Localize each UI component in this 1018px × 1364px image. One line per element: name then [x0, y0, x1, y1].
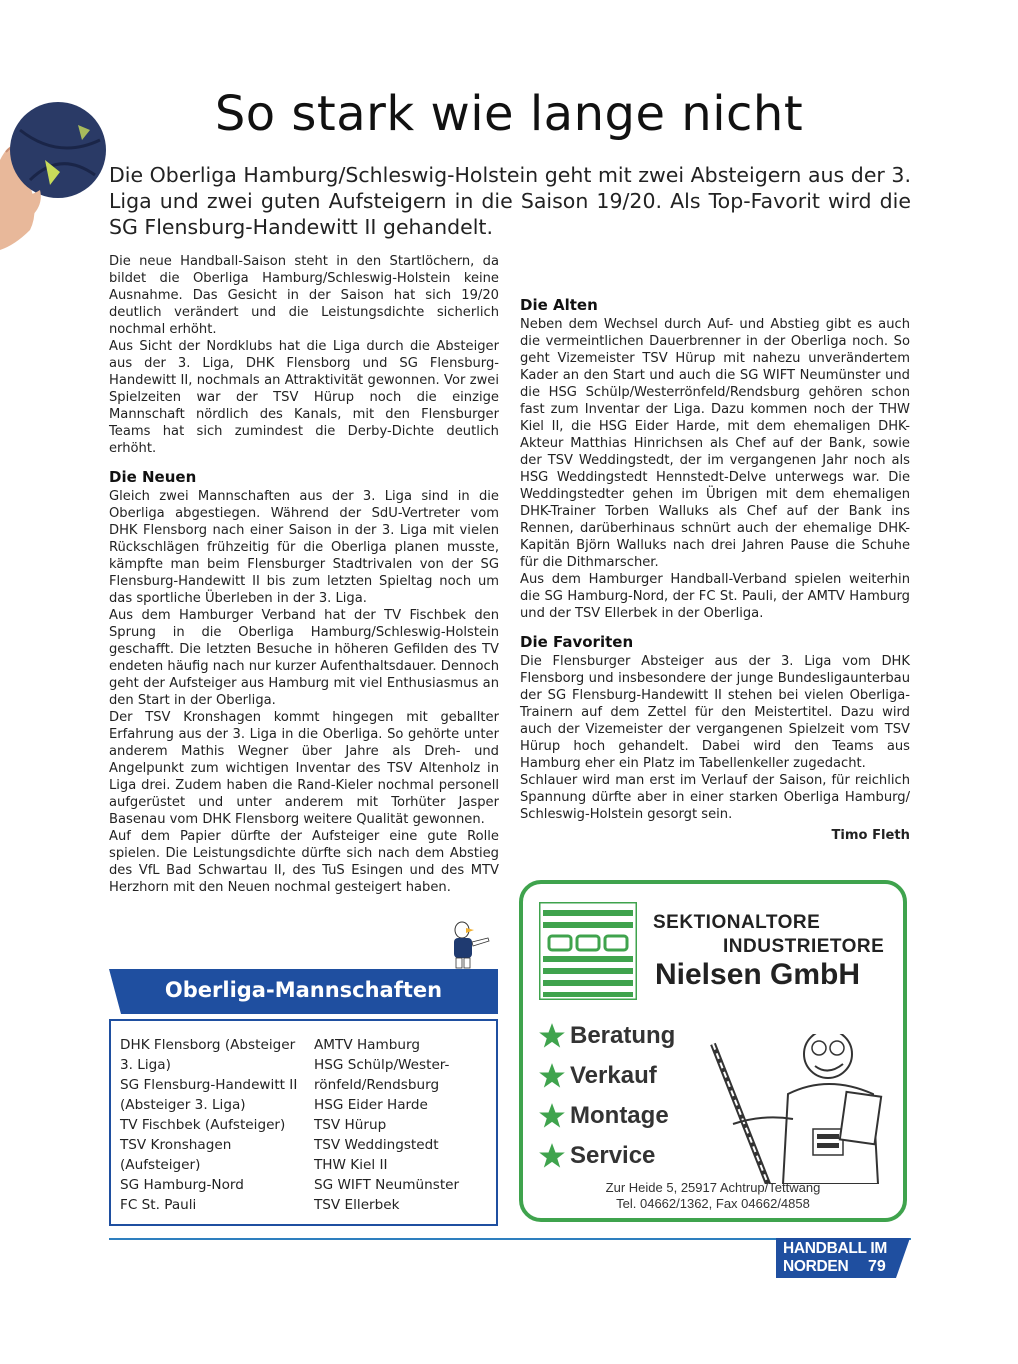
team-line: rönfeld/Rendsburg: [314, 1077, 440, 1093]
team-line: TSV Hürup: [314, 1117, 387, 1133]
article-column-right: [520, 253, 910, 844]
ad-services-list: [538, 1016, 675, 1176]
paragraph: Neben dem Wechsel durch Auf- und Abstieg gibt es auch die vermeintlichen Dauerbrenner in der Oberliga noch. So geht Vizemeister TSV Hürup mit nahezu unverändertem Kader an den Start und auch die SG WIFT Neumünster und die HSG Schülp/Westerrönfeld/Rendsburg gehören schon fast zum Inventar der Liga. Dazu kommen noch der THW Kiel II, die HSG Eider Harde, mit dem ehemaligen DHK-Akteur Matthias Hinrichsen als Chef auf der Bank, sowie der TSV Weddingstedt, der im vergangenen Jahr noch als HSG Weddingstedt Hennstedt-Delve unterwegs war. Die Weddingstedter gehen im Übrigen mit dem ehemaligen DHK-Trainer Torben Walluks als Chef auf der Bank ins Rennen, darüberhinaus schnürt auch der ehemalige DHK-Kapitän Björn Walluks nach drei Jahren Pause die Schuhe für die Dithmarscher.: [520, 317, 910, 570]
team-line: TV Fischbek (Aufsteiger): [120, 1117, 286, 1133]
ad-service-label: Service: [570, 1142, 656, 1169]
page-number: 79: [868, 1258, 886, 1275]
ad-company-name: Nielsen GmbH: [655, 958, 861, 991]
section-heading-alten: Die Alten: [520, 296, 598, 314]
teams-title: Oberliga-Mannschaften: [164, 978, 443, 1002]
ad-service-label: Verkauf: [570, 1062, 657, 1089]
team-line: THW Kiel II: [314, 1157, 388, 1173]
team-line: TSV Ellerbek: [314, 1197, 400, 1213]
paragraph: Aus dem Hamburger Verband hat der TV Fischbek den Sprung in die Oberliga Hamburg/Schleswig-Holstein geschafft. Die letzten Besuche in höheren Gefilden des TV endeten häufig nach nur kurzer Aufenthaltsdauer. Dennoch geht der Aufsteiger aus Hamburg mit viel Enthusiasmus an den Start in der Oberliga.: [109, 608, 499, 708]
team-line: SG Hamburg-Nord: [120, 1177, 244, 1193]
team-line: (Absteiger 3. Liga): [120, 1097, 246, 1113]
article-column-left: [109, 253, 499, 896]
paragraph: Aus dem Hamburger Handball-Verband spielen weiterhin die SG Hamburg-Nord, der FC St. Pauli, der AMTV Hamburg und der TSV Ellerbek in der Oberliga.: [520, 572, 910, 621]
paragraph: Gleich zwei Mannschaften aus der 3. Liga sind in die Oberliga abgestiegen. Während der SdU-Vertreter vom DHK Flensborg nach einer Saison in der 3. Liga mit vielen Rückschlägen frühzeitig für die Oberliga planen musste, kämpfte man beim Flensburger Stadtrivalen von der SG Flensburg-Handewitt II bis zum letzten Spieltag noch um das sportliche Überleben in der 3. Liga.: [109, 489, 499, 606]
teams-column-right: [314, 1035, 459, 1215]
star-icon: [538, 1062, 566, 1090]
team-line: TSV Kronshagen: [120, 1137, 232, 1153]
star-icon: [538, 1022, 566, 1050]
team-line: FC St. Pauli: [120, 1197, 197, 1213]
paragraph: Auf dem Papier dürfte der Aufsteiger eine gute Rolle spielen. Die Leistungsdichte dürfte sich nach dem Abstieg des VfL Bad Schwartau II, des TuS Esingen und des MTV Herzhorn mit den Neuen nochmal gesteigert haben.: [109, 829, 499, 895]
team-line: HSG Schülp/Wester-: [314, 1057, 450, 1073]
team-line: DHK Flensborg (Absteiger: [120, 1037, 296, 1053]
team-line: 3. Liga): [120, 1057, 171, 1073]
article-lead: Die Oberliga Hamburg/Schleswig-Holstein geht mit zwei Absteigern aus der 3. Liga und zwei guten Aufsteigern in die Saison 19/20. Als Top-Favorit wird die SG Flensburg-Handewitt II gehandelt.: [109, 163, 911, 239]
ad-line-sektionaltore: SEKTIONALTORE: [653, 912, 821, 933]
advertisement-nielsen: [519, 880, 907, 1222]
star-icon: [538, 1142, 566, 1170]
ad-service-label: Beratung: [570, 1022, 676, 1049]
teams-column-left: [120, 1035, 297, 1215]
article-title: So stark wie lange nicht: [214, 86, 804, 142]
ad-service-label: Montage: [570, 1102, 669, 1129]
team-line: HSG Eider Harde: [314, 1097, 428, 1113]
ad-address: Zur Heide 5, 25917 Achtrup/Tettwang: [605, 1180, 821, 1195]
team-line: (Aufsteiger): [120, 1157, 201, 1173]
team-line: TSV Weddingstedt: [314, 1137, 439, 1153]
team-line: AMTV Hamburg: [314, 1037, 420, 1053]
author: Timo Fleth: [831, 828, 910, 843]
paragraph: Aus Sicht der Nordklubs hat die Liga durch die Absteiger aus der 3. Liga, DHK Flensborg und SG Flensburg-Handewitt II, nochmals an Attraktivität gewonnen. Vor zwei Spielzeiten war der TSV Hürup noch die einzige Mannschaft nördlich des Kanals, mit den Flensburger Teams hat sich zumindest die Derby-Dichte deutlich erhöht.: [109, 339, 499, 456]
ad-line-industrietore: INDUSTRIETORE: [723, 936, 885, 957]
section-heading-favoriten: Die Favoriten: [520, 633, 634, 651]
star-icon: [538, 1102, 566, 1130]
paragraph: Der TSV Kronshagen kommt hingegen mit geballter Erfahrung aus der 3. Liga in die Oberliga. So gehörte unter anderem Mathis Wegner über Jahre als Dreh- und Angelpunkt zum wichtigen Inventar des TSV Altenholz in Liga drei. Zudem haben die Rand-Kieler nochmal personell aufgerüstet und unter anderem mit Torhüter Jasper Basenau vom DHK Flensborg weitere Qualität gewonnen.: [109, 710, 499, 827]
ad-service-item: [538, 1016, 675, 1056]
paragraph: Die Flensburger Absteiger aus der 3. Liga vom DHK Flensborg und insbesondere der junge Bundesligaunterbau der SG Flensburg-Handewitt II stehen bei vielen Oberliga-Trainern auf dem Zettel für den Meistertitel. Dazu wird auch der Vizemeister der vergangenen Spielzeit vom TSV Hürup hoch gehandelt. Dabei wird den Teams aus Hamburg eher ein Platz im Tabellenkeller zugedacht.: [520, 654, 910, 771]
teams-list-box: [109, 1019, 498, 1226]
ad-service-item: [538, 1136, 675, 1176]
magazine-name-line2: NORDEN: [783, 1258, 849, 1275]
magazine-name-line1: HANDBALL IM: [783, 1240, 888, 1257]
ad-service-item: [538, 1096, 675, 1136]
paragraph: Schlauer wird man erst im Verlauf der Saison, für reichlich Spannung dürfte aber in einer starken Oberliga Hamburg/ Schleswig-Holstein gesorgt sein.: [520, 773, 910, 822]
ad-service-item: [538, 1056, 675, 1096]
paragraph: Die neue Handball-Saison steht in den Startlöchern, da bildet die Oberliga Hamburg/Schleswig-Holstein keine Ausnahme. Das Gesicht in der Saison hat sich 19/20 deutlich verändert und die Leistungsdichte sicherlich nochmal erhöht.: [109, 254, 499, 337]
team-line: SG WIFT Neumünster: [314, 1177, 460, 1193]
team-line: SG Flensburg-Handewitt II: [120, 1077, 298, 1093]
cartoon-worker-figure: [693, 1034, 903, 1184]
section-heading-neuen: Die Neuen: [109, 468, 197, 486]
ad-phone: Tel. 04662/1362, Fax 04662/4858: [616, 1196, 810, 1211]
garage-door-logo-icon: [539, 902, 637, 1000]
mascot-image: [444, 918, 494, 970]
